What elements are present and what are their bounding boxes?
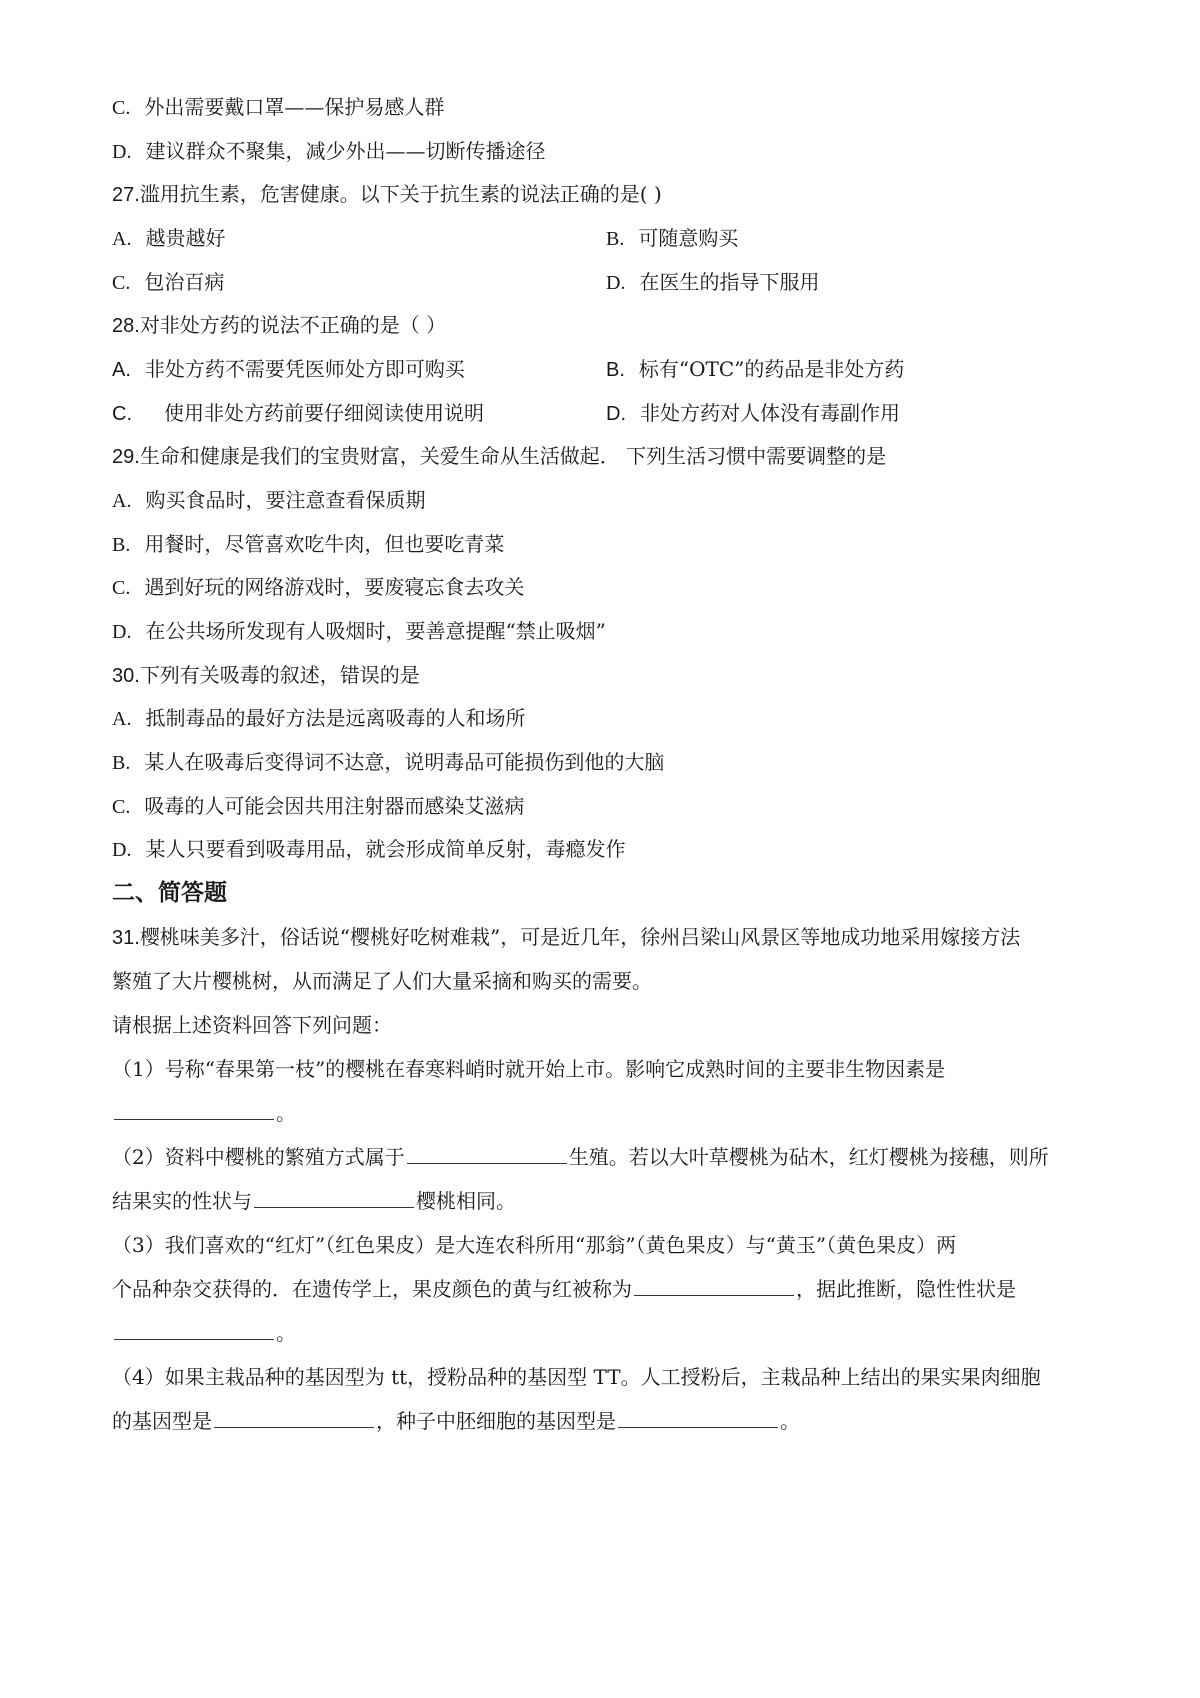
q29-option-c [112,573,524,602]
option-mark: A. [112,359,131,381]
q31-stem-line1 [112,923,1020,952]
section-heading: 二、简答题 [112,880,227,906]
q27-option-c [112,268,224,297]
question-text: ，种子中胚细胞的基因型是 [376,1409,616,1433]
option-text: 购买食品时，要注意查看保质期 [145,488,426,512]
q31-part3-line2 [112,1275,1016,1303]
option-mark: D. [606,272,626,294]
q28-option-a [112,355,465,384]
punctuation: 。 [276,1101,296,1125]
q30-option-a [112,704,525,733]
option-mark: C. [112,577,131,599]
option-text: 吸毒的人可能会因共用注射器而感染艾滋病 [144,794,525,818]
q31-part3-line3 [112,1319,296,1347]
option-mark: D. [112,141,132,163]
option-mark: B. [112,752,131,774]
option-text: 遇到好玩的网络游戏时，要废寝忘食去攻关 [144,575,525,599]
question-text: 个品种杂交获得的．在遗传学上，果皮颜色的黄与红被称为 [112,1277,632,1301]
answer-blank[interactable] [634,1275,794,1296]
question-text: 樱桃相同。 [416,1189,516,1213]
answer-blank[interactable] [407,1143,567,1164]
q27-option-b [606,224,738,253]
question-text: （2）资料中樱桃的繁殖方式属于 [112,1145,405,1169]
question-number: 28. [112,315,140,337]
q27-option-d [606,268,819,297]
option-mark: D. [606,403,626,425]
option-mark: A. [112,228,132,250]
option-mark: B. [112,534,131,556]
question-text: 下列有关吸毒的叙述，错误的是 [139,663,420,687]
answer-blank[interactable] [214,1407,374,1428]
q26-option-d [112,137,545,166]
option-text: 包治百病 [144,270,225,294]
q31-part2-line1 [112,1143,1049,1171]
q30-option-d [112,835,625,864]
option-text: 某人在吸毒后变得词不达意，说明毒品可能损伤到他的大脑 [144,750,665,774]
question-text: ，据此推断，隐性性状是 [796,1277,1016,1301]
question-number: 27. [112,184,140,206]
answer-blank[interactable] [114,1319,274,1340]
q31-part3-line1: （3）我们喜欢的“红灯”（红色果皮）是大连农科所用“那翁”（黄色果皮）与“黄玉”（黄色果皮）两 [112,1233,957,1257]
q29-option-a [112,486,425,515]
question-text: 生殖。若以大叶草樱桃为砧木，红灯樱桃为接穗，则所 [568,1145,1049,1169]
option-text: 越贵越好 [145,226,226,250]
answer-blank[interactable] [114,1099,274,1120]
q31-part1-line1: （1）号称“春果第一枝”的樱桃在春寒料峭时就开始上市。影响它成熟时间的主要非生物因素是 [112,1057,946,1081]
option-text: 外出需要戴口罩——保护易感人群 [144,95,445,119]
q31-part2-line2 [112,1187,516,1215]
option-text: 标有“OTC”的药品是非处方药 [638,357,905,381]
option-text: 在医生的指导下服用 [639,270,820,294]
q31-part4-line1: （4）如果主栽品种的基因型为 tt，授粉品种的基因型 TT。人工授粉后，主栽品种上结出的果实果肉细胞 [112,1365,1041,1389]
question-text: 的基因型是 [112,1409,212,1433]
option-mark: C. [112,403,132,425]
q28-stem [112,311,446,340]
option-text: 用餐时，尽管喜欢吃牛肉，但也要吃青菜 [144,532,505,556]
option-mark: D. [112,621,132,643]
q29-stem [112,442,886,471]
option-text: 非处方药不需要凭医师处方即可购买 [144,357,465,381]
option-mark: A. [112,708,132,730]
option-mark: C. [112,97,131,119]
q31-part1-line2 [112,1099,296,1127]
question-number: 29. [112,446,140,468]
question-number: 31. [112,927,140,949]
q30-option-b [112,748,664,777]
q26-option-c [112,93,444,122]
q31-stem-line2: 繁殖了大片樱桃树，从而满足了人们大量采摘和购买的需要。 [112,969,652,993]
punctuation: 。 [780,1409,800,1433]
option-mark: C. [112,272,131,294]
option-text: 建议群众不聚集，减少外出——切断传播途径 [145,139,546,163]
question-text: 滥用抗生素，危害健康。以下关于抗生素的说法正确的是( ) [139,182,662,206]
q30-stem [112,661,420,690]
option-mark: B. [606,228,625,250]
q31-part4-line2 [112,1407,800,1435]
option-text: 在公共场所发现有人吸烟时，要善意提醒“禁止吸烟” [145,619,606,643]
q29-option-b [112,530,504,559]
option-mark: B. [606,359,625,381]
answer-blank[interactable] [254,1187,414,1208]
q28-option-c [112,399,484,428]
question-text: 对非处方药的说法不正确的是（ ） [139,313,447,337]
q28-option-b [606,355,904,384]
option-text: 抵制毒品的最好方法是远离吸毒的人和场所 [145,706,526,730]
option-text: 可随意购买 [638,226,739,250]
option-text: 非处方药对人体没有毒副作用 [640,401,900,425]
q28-option-d [606,399,900,428]
option-mark: A. [112,490,132,512]
option-mark: D. [112,839,132,861]
question-text: 生命和健康是我们的宝贵财富，关爱生命从生活做起． 下列生活习惯中需要调整的是 [139,444,887,468]
answer-blank[interactable] [618,1407,778,1428]
question-text: 结果实的性状与 [112,1189,252,1213]
q27-stem [112,180,662,209]
q27-option-a [112,224,225,253]
option-text: 某人只要看到吸毒用品，就会形成简单反射，毒瘾发作 [145,837,626,861]
q29-option-d [112,617,606,646]
q31-prompt: 请根据上述资料回答下列问题： [112,1013,392,1037]
question-text: 樱桃味美多汁，俗话说“樱桃好吃树难栽”，可是近几年，徐州吕梁山风景区等地成功地采用嫁接方法 [139,925,1021,949]
question-number: 30. [112,665,140,687]
option-text: 使用非处方药前要仔细阅读使用说明 [164,401,484,425]
option-mark: C. [112,796,131,818]
q30-option-c [112,792,524,821]
punctuation: 。 [276,1321,296,1345]
